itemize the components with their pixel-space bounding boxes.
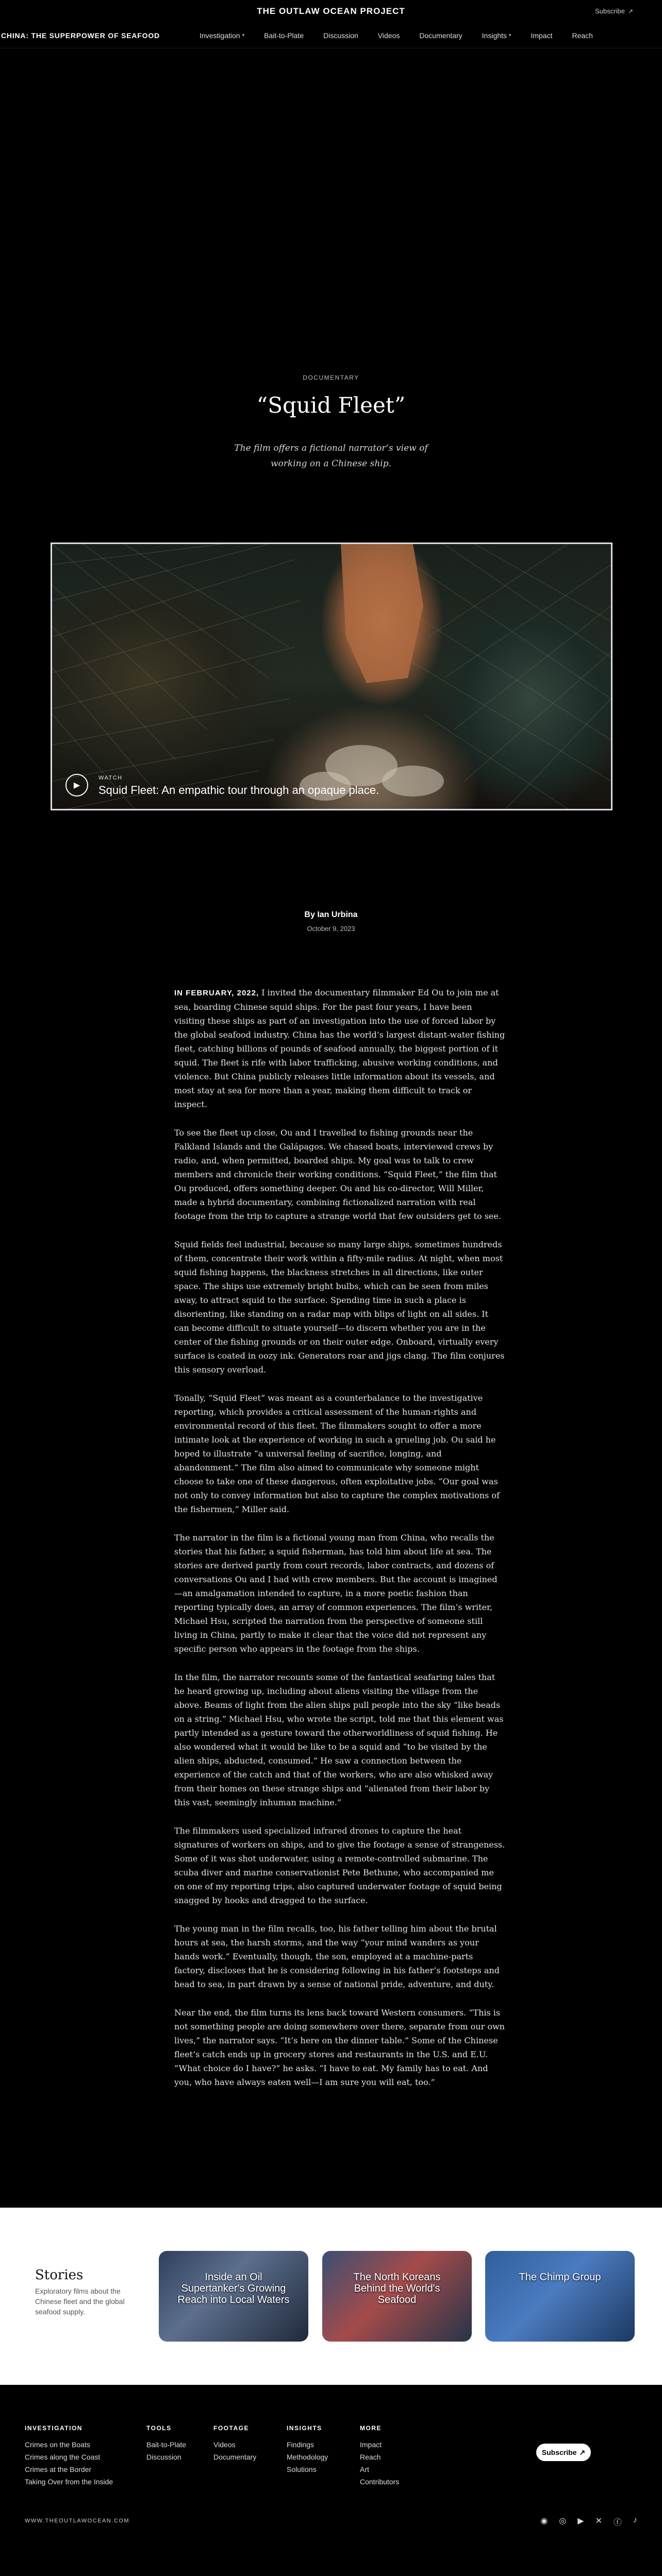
nav-label: Bait-to-Plate — [264, 31, 304, 40]
subscribe-link[interactable] — [595, 7, 633, 15]
nav-item-videos[interactable] — [368, 31, 410, 40]
chevron-down-icon: ▾ — [242, 32, 245, 38]
article-paragraph: In the film, the narrator recounts some of the fantastical seafaring tales that he heard growing up, including about aliens visiting the village from the above. Beams of light from the alien ships pull people into the sky “like beads on a string.” Michael Hsu, who wrote the script, told me that this element was partly intended as a gesture toward the otherworldliness of squid fishing. He also wondered what it would be like to be a squid and “to be visited by the alien ships, abducted, consumed.” He saw a connection between the experience of the catch and that of the workers, who are also whisked away from their homes on these strange ships and “alienated from their labor by this vast, seemingly inhuman machine.” — [174, 1672, 504, 1807]
nav-item-insights[interactable] — [472, 31, 521, 40]
nav-label: Impact — [531, 31, 553, 40]
publish-date: October 9, 2023 — [307, 925, 355, 933]
footer-link[interactable]: Discussion — [146, 2453, 181, 2461]
subscribe-label: Subscribe — [541, 2448, 577, 2456]
site-url[interactable]: WWW.THEOUTLAWOCEAN.COM — [25, 2518, 130, 2524]
nav-label: Investigation — [199, 31, 240, 40]
article-paragraph: The narrator in the film is a fictional young man from China, who recalls the stories that his father, a squid fisherman, has told him about life at sea. The stories are derived partly from court records, labor contracts, and dozens of conversations Ou and I had with crew members. But the account is imagined—an amalgamation intended to capture, in a more poetic fashion than reporting typically does, an array of common experiences. The film’s writer, Michael Hsu, scripted the narration from the perspective of someone still living in China, partly to make it clear that the voice did not represent any specific person who appears in the footage from the ships. — [174, 1533, 498, 1654]
footer-link[interactable]: Findings — [287, 2441, 314, 2449]
nav-item-discussion[interactable] — [313, 31, 368, 40]
nav-label: Videos — [377, 31, 400, 40]
instagram-icon[interactable]: ◎ — [559, 2517, 567, 2526]
footer-heading: TOOLS — [146, 2425, 172, 2432]
page-dek: The film offers a fictional narrator’s view of working on a Chinese ship. — [234, 443, 428, 469]
footer-heading: MORE — [360, 2425, 382, 2432]
youtube-icon[interactable]: ▶ — [577, 2517, 584, 2526]
nav-item-bait-to-plate[interactable] — [254, 31, 313, 40]
footer-column-more — [360, 2422, 399, 2488]
story-card-title: Inside an Oil Supertanker's Growing Reach into Local Waters — [177, 2272, 290, 2306]
top-bar — [0, 0, 662, 23]
site-footer — [0, 2385, 662, 2541]
footer-subscribe-button[interactable] — [536, 2444, 591, 2461]
footer-link[interactable]: Contributors — [360, 2478, 400, 2486]
play-icon[interactable]: ▶ — [65, 774, 88, 796]
rss-icon[interactable]: ◉ — [540, 2517, 548, 2526]
twitter-icon[interactable]: ✕ — [595, 2517, 602, 2526]
footer-link[interactable]: Reach — [360, 2453, 381, 2461]
author-name[interactable]: By Ian Urbina — [304, 910, 358, 919]
article-paragraph — [174, 986, 505, 1111]
stories-section — [0, 2208, 662, 2385]
byline — [0, 910, 662, 933]
article-paragraph: The filmmakers used specialized infrared drones to capture the heat signatures of workers on ships, and to give the footage a sense of strangeness. Some of it was shot underwater, using a remote-controlled submarine. The scuba diver and marine conservationist Pete Bethune, who accompanied me on one of my reporting trips, also captured underwater footage of squid being snagged by hooks and dragged to the surface. — [174, 1826, 505, 1905]
footer-column-footage — [213, 2422, 256, 2463]
story-card-title: The Chimp Group — [519, 2272, 601, 2283]
footer-column-tools — [146, 2422, 186, 2463]
footer-link[interactable]: Documentary — [213, 2453, 257, 2461]
video-still — [52, 544, 611, 809]
footer-link[interactable]: Art — [360, 2465, 369, 2473]
section-kicker[interactable]: DOCUMENTARY — [303, 374, 359, 381]
hero — [0, 48, 662, 471]
story-card-title: The North Koreans Behind the World's Seafood — [353, 2272, 441, 2306]
nav-label: Insights — [482, 31, 507, 40]
video-caption: Squid Fleet: An empathic tour through an opaque place. — [98, 784, 379, 796]
arrow-icon: ↗ — [579, 2448, 586, 2456]
video-player[interactable] — [51, 543, 613, 810]
brand-logo[interactable]: THE OUTLAW OCEAN PROJECT — [257, 6, 405, 16]
footer-column-insights — [287, 2422, 328, 2476]
story-card[interactable] — [485, 2251, 635, 2342]
tiktok-icon[interactable]: ♪ — [633, 2516, 637, 2524]
footer-link[interactable]: Crimes on the Boats — [25, 2441, 90, 2449]
social-links — [540, 2516, 637, 2528]
stories-description: Exploratory films about the Chinese fleet and the global seafood supply. — [35, 2287, 125, 2316]
story-card[interactable] — [159, 2251, 308, 2342]
site-title[interactable]: CHINA: THE SUPERPOWER OF SEAFOOD — [1, 31, 160, 40]
nav-item-documentary[interactable] — [409, 31, 472, 40]
nav-label: Discussion — [323, 31, 358, 40]
article-body — [174, 986, 505, 2089]
arrow-icon: ↗ — [627, 7, 633, 15]
nav-label: Reach — [572, 31, 593, 40]
footer-link[interactable]: Taking Over from the Inside — [25, 2478, 113, 2486]
article-paragraph: Near the end, the film turns its lens back toward Western consumers. “This is not something people are doing somewhere over there, separate from our own lives,” the narrator says. “It’s here on the dinner table.” Some of the Chinese fleet’s catch ends up in grocery stores and restaurants in the U.S. and E.U. “What choice do I have?” he asks. “I have to eat. My family has to eat. And you, who have always eaten well—I am sure you will eat, too.” — [174, 2008, 505, 2087]
page-title: “Squid Fleet” — [256, 393, 406, 418]
footer-link[interactable]: Methodology — [287, 2453, 328, 2461]
footer-link[interactable]: Bait-to-Plate — [146, 2441, 187, 2449]
footer-heading: FOOTAGE — [213, 2425, 249, 2432]
article-paragraph: Tonally, “Squid Fleet” was meant as a counterbalance to the investigative reporting, which provides a critical assessment of the human-rights and environmental record of this fleet. The filmmakers sought to offer a more intimate look at the experience of working in such a grueling job. Ou said he hoped to illustrate “a universal feeling of sacrifice, longing, and abandonment.” The film also aimed to communicate why someone might choose to take one of these dangerous, often exploitative jobs. “Our goal was not only to convey information but also to capture the complex motivations of the fishermen,” Miller said. — [174, 1393, 500, 1514]
nav-item-reach[interactable] — [562, 31, 602, 40]
article-paragraph: Squid fields feel industrial, because so many large ships, sometimes hundreds of them, concentrate their work within a fifty-mile radius. At night, when most squid fishing happens, the blackness stretches in all directions, like outer space. The ships use extremely bright bulbs, which can be seen from miles away, to attract squid to the surface. Spending time in such a place is disorienting, like standing on a radar map with blips of light on all sides. It can become difficult to situate yourself—to discern whether you are in the center of the fishing grounds or on their outer edge. Onboard, virtually every surface is coated in oozy ink. Generators roar and jigs clang. The film conjures this sensory overload. — [174, 1240, 505, 1375]
footer-link[interactable]: Solutions — [287, 2465, 317, 2473]
nav-item-impact[interactable] — [521, 31, 562, 40]
footer-column-investigation — [25, 2422, 113, 2488]
footer-link[interactable]: Impact — [360, 2441, 382, 2449]
footer-link[interactable]: Crimes along the Coast — [25, 2453, 101, 2461]
paragraph-text: I invited the documentary filmmaker Ed Ou to join me at sea, boarding Chinese squid ships. For the past four years, I have been visiting these ships as part of an investigation into the use of forced labor by the global seafood industry. China has the world’s largest distant-water fishing fleet, catching billions of pounds of seafood annually, the biggest portion of it squid. The fleet is rife with labor trafficking, abusive working conditions, and violence. But China publicly releases little information about its vessels, and most stay at sea for more than a year, making them difficult to track or inspect. — [174, 988, 505, 1109]
footer-heading: INSIGHTS — [287, 2425, 322, 2432]
chevron-down-icon: ▾ — [508, 32, 511, 38]
facebook-icon[interactable]: ⓕ — [613, 2518, 622, 2527]
footer-link[interactable]: Crimes at the Border — [25, 2465, 92, 2473]
footer-link[interactable]: Videos — [213, 2441, 236, 2449]
main-navigation — [0, 23, 662, 48]
article-paragraph: The young man in the film recalls, too, his father telling him about the brutal hours at sea, the harsh storms, and the way “your mind wanders as your hands work.” Eventually, though, the son, employed at a machine-parts factory, discloses that he is considering following in his father’s footsteps and head to sea, in part drawn by a sense of national pride, adventure, and duty. — [174, 1924, 500, 1989]
footer-heading: INVESTIGATION — [25, 2425, 82, 2432]
nav-label: Documentary — [419, 31, 462, 40]
lead-in: IN FEBRUARY, 2022, — [174, 989, 259, 997]
nav-item-investigation[interactable] — [190, 31, 254, 40]
subscribe-label: Subscribe — [595, 7, 625, 15]
story-card[interactable] — [322, 2251, 472, 2342]
watch-label: WATCH — [98, 775, 123, 781]
nav-menu — [190, 31, 603, 40]
stories-title: Stories — [35, 2267, 84, 2283]
article-paragraph: To see the fleet up close, Ou and I travelled to fishing grounds near the Falkland Islands and the Galápagos. We chased boats, interviewed crews by radio, and, when permitted, boarded ships. My goal was to talk to crew members and chronicle their working conditions. “Squid Fleet,” the film that Ou produced, offers something deeper. Ou and his co-director, Will Miller, made a hybrid documentary, combining fictionalized narration with real footage from the trip to capture a strange world that few outsiders get to see. — [174, 1128, 501, 1221]
